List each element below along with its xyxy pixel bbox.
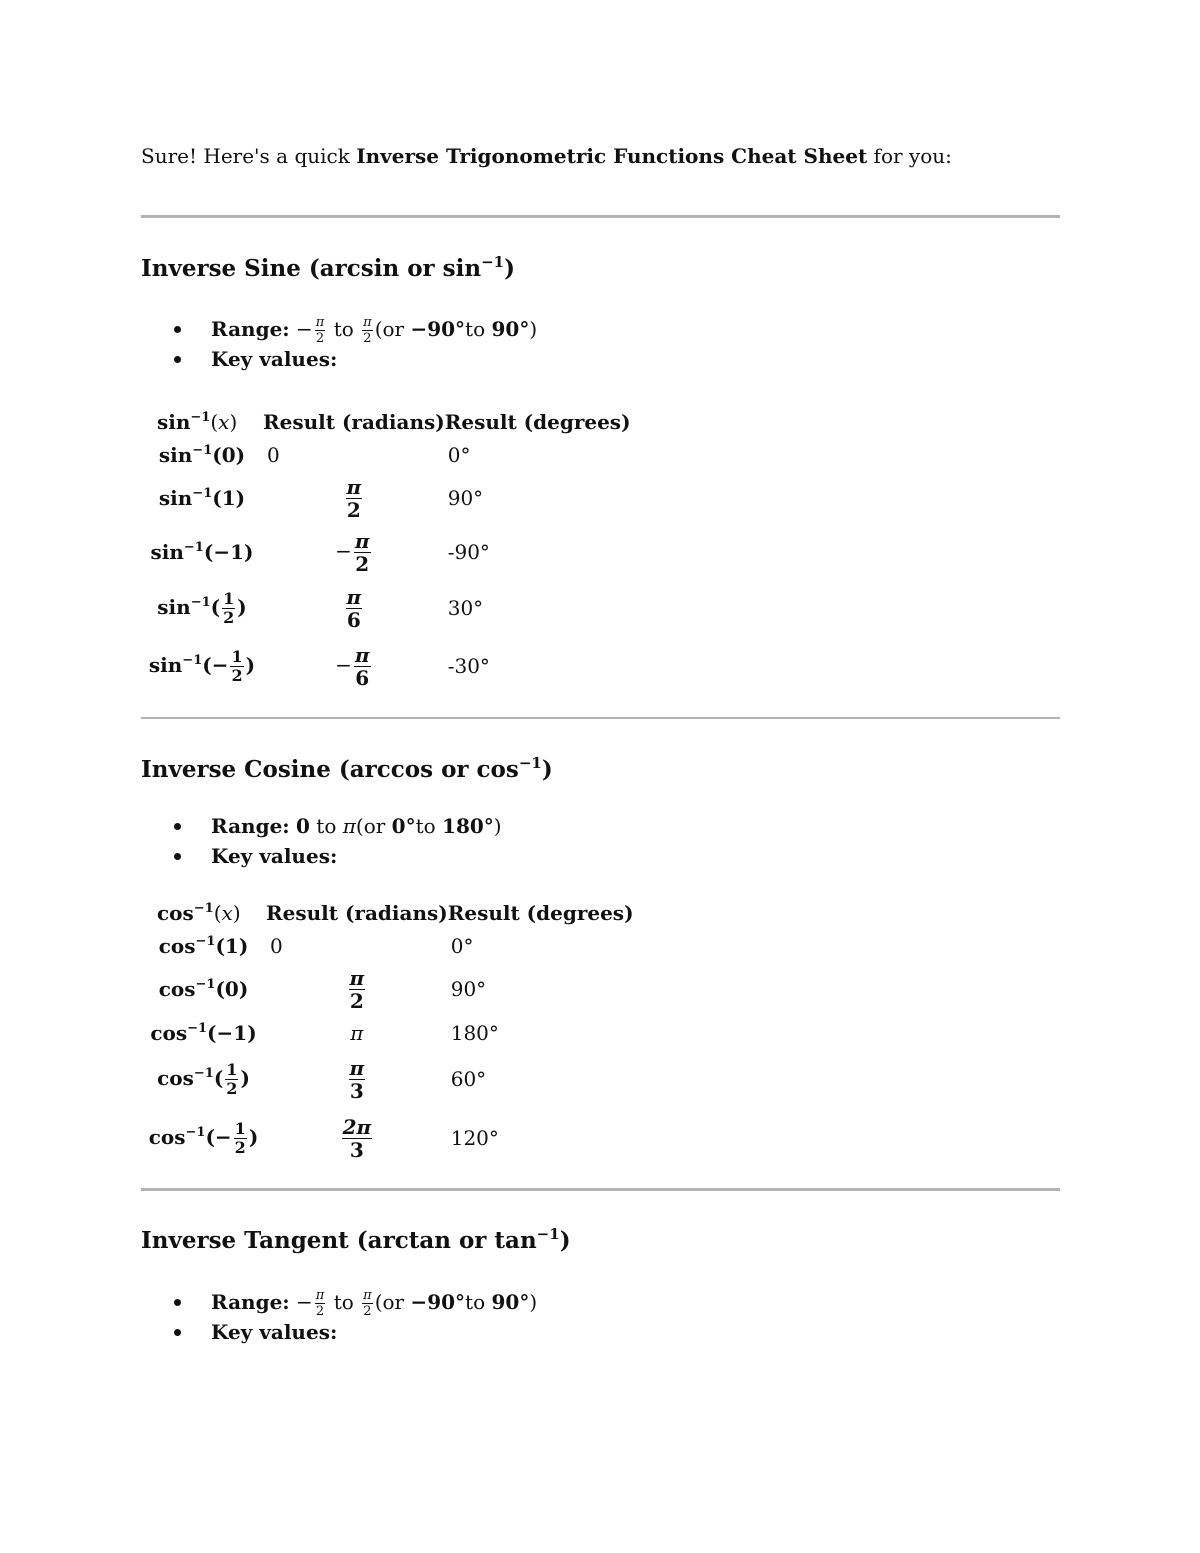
paren: ( bbox=[213, 901, 222, 925]
table-header-cell: Result (radians) bbox=[266, 901, 448, 925]
to-text: to bbox=[465, 1290, 492, 1314]
paren: ) bbox=[237, 594, 247, 619]
fraction bbox=[346, 474, 363, 522]
fraction bbox=[354, 528, 371, 576]
intro-text-before: Sure! Here's a quick bbox=[141, 144, 357, 168]
fraction-numerator: π bbox=[354, 642, 370, 667]
degree-value: −90° bbox=[410, 1290, 466, 1314]
tangent-bullets bbox=[141, 1287, 537, 1347]
fn-name: cos bbox=[158, 934, 196, 958]
table-header-cell bbox=[141, 405, 263, 439]
close-paren: ) bbox=[529, 1290, 538, 1314]
close-paren: ) bbox=[529, 317, 538, 341]
heading-text: Inverse Cosine (arccos or cos bbox=[141, 756, 519, 783]
fraction bbox=[362, 316, 373, 345]
arg: −1 bbox=[216, 1021, 248, 1045]
table-cell bbox=[141, 1108, 266, 1168]
fn-name: cos bbox=[148, 1124, 186, 1149]
table-cell bbox=[263, 471, 445, 525]
fraction-numerator: π bbox=[346, 584, 362, 609]
fraction-denominator: 2 bbox=[363, 331, 372, 346]
table-cell: 60° bbox=[450, 1067, 487, 1091]
table-cell: 0 bbox=[267, 443, 280, 467]
inv-sup: −1 bbox=[192, 443, 213, 458]
table-cell: 180° bbox=[450, 1021, 499, 1045]
table-cell: -90° bbox=[447, 540, 490, 564]
key-values-label: Key values: bbox=[211, 347, 338, 371]
tangent-key-values-item bbox=[141, 1317, 537, 1347]
minus-sign: − bbox=[296, 1290, 313, 1314]
fn-name: cos bbox=[158, 977, 196, 1001]
arg: 0 bbox=[221, 443, 236, 467]
fn-name: cos bbox=[157, 1065, 194, 1090]
table-cell: 0° bbox=[447, 443, 471, 467]
fraction-numerator: 1 bbox=[226, 1059, 238, 1079]
arg: −1 bbox=[213, 540, 245, 564]
paren: ) bbox=[229, 410, 238, 434]
to-text: to bbox=[415, 814, 443, 838]
table-header-cell: Result (degrees) bbox=[447, 901, 634, 925]
intro-text-bold: Inverse Trigonometric Functions Cheat Sheet bbox=[356, 144, 868, 168]
sine-bullets bbox=[141, 314, 537, 374]
arg: 1 bbox=[224, 934, 239, 958]
table-row bbox=[141, 439, 631, 471]
inv-sup: −1 bbox=[182, 652, 203, 668]
fn-name: sin bbox=[157, 410, 191, 434]
paren: ( bbox=[210, 594, 221, 619]
fraction bbox=[225, 1059, 238, 1098]
heading-text: Inverse Sine (arcsin or sin bbox=[141, 255, 482, 282]
cosine-range-item bbox=[141, 811, 502, 841]
inv-sup: −1 bbox=[195, 977, 216, 992]
table-row bbox=[141, 930, 634, 962]
table-cell bbox=[141, 930, 266, 962]
table-row bbox=[141, 962, 634, 1016]
paren: ) bbox=[244, 540, 254, 564]
table-row bbox=[141, 1108, 634, 1168]
inv-sup: −1 bbox=[185, 1124, 206, 1140]
paren: ( bbox=[212, 486, 222, 510]
fraction-numerator: π bbox=[315, 315, 325, 330]
paren: ) bbox=[247, 1021, 257, 1045]
fraction bbox=[346, 584, 363, 632]
fraction-numerator: 1 bbox=[231, 646, 243, 666]
range-start: 0 bbox=[296, 814, 310, 838]
fraction bbox=[349, 965, 366, 1013]
fn-name: cos bbox=[157, 901, 194, 925]
minus-sign: − bbox=[335, 538, 352, 563]
table-row bbox=[141, 1050, 634, 1108]
fraction bbox=[222, 588, 235, 627]
fraction-denominator: 2 bbox=[355, 551, 370, 576]
inv-sup: −1 bbox=[183, 540, 204, 555]
tangent-range-item bbox=[141, 1287, 537, 1317]
fraction-numerator: π bbox=[363, 1288, 372, 1303]
degree-value: 0° bbox=[391, 814, 416, 838]
heading-close: ) bbox=[504, 255, 515, 282]
bullet-icon bbox=[174, 823, 181, 830]
divider bbox=[141, 1188, 1060, 1191]
cosine-key-values-table bbox=[141, 896, 634, 1168]
fraction bbox=[342, 1114, 373, 1162]
paren: ) bbox=[235, 486, 246, 510]
table-cell: 90° bbox=[447, 486, 484, 510]
inv-sup: −1 bbox=[192, 486, 213, 501]
key-values-label: Key values: bbox=[211, 844, 338, 868]
fraction-numerator: 1 bbox=[234, 1118, 246, 1138]
fraction bbox=[349, 1055, 366, 1103]
minus-sign: − bbox=[335, 652, 352, 677]
fraction bbox=[315, 316, 326, 345]
paren: ( bbox=[203, 540, 214, 564]
inv-sup: −1 bbox=[190, 410, 211, 425]
fraction-numerator: π bbox=[346, 474, 362, 499]
fraction-numerator: π bbox=[354, 528, 370, 553]
close-paren: ) bbox=[493, 814, 502, 838]
table-header-cell bbox=[141, 896, 266, 930]
bullet-icon bbox=[174, 356, 181, 363]
cosine-key-values-item bbox=[141, 841, 502, 871]
fn-name: sin bbox=[150, 540, 184, 564]
table-cell: 120° bbox=[450, 1126, 499, 1150]
paren: ) bbox=[245, 652, 256, 677]
table-cell: 0 bbox=[270, 934, 283, 958]
paren: ) bbox=[240, 1065, 250, 1090]
to-text: to bbox=[465, 317, 492, 341]
inv-sup: −1 bbox=[187, 1021, 208, 1036]
arg: 1 bbox=[221, 486, 236, 510]
degree-value: 180° bbox=[442, 814, 494, 838]
table-row bbox=[141, 579, 631, 637]
fraction bbox=[354, 642, 371, 690]
table-cell bbox=[141, 1016, 266, 1050]
table-cell bbox=[266, 1108, 448, 1168]
table-cell bbox=[263, 579, 445, 637]
section-heading-tangent bbox=[141, 1226, 571, 1256]
paren: ( bbox=[212, 443, 222, 467]
section-heading-sine bbox=[141, 254, 515, 284]
degree-value: −90° bbox=[410, 317, 466, 341]
fraction-numerator: π bbox=[315, 1288, 325, 1303]
table-row bbox=[141, 525, 631, 579]
fraction-denominator: 3 bbox=[349, 1078, 364, 1103]
table-row bbox=[141, 1016, 634, 1050]
fraction-denominator: 2 bbox=[223, 607, 235, 627]
minus-sign: − bbox=[214, 1124, 232, 1149]
table-cell bbox=[263, 637, 445, 695]
divider bbox=[141, 215, 1060, 218]
fraction-denominator: 6 bbox=[355, 665, 370, 690]
bullet-icon bbox=[174, 853, 181, 860]
table-header-row bbox=[141, 405, 631, 439]
paren: ) bbox=[248, 1124, 259, 1149]
fraction-denominator: 2 bbox=[315, 331, 325, 346]
table-cell: 0° bbox=[450, 934, 474, 958]
divider bbox=[141, 717, 1060, 719]
paren: ( bbox=[205, 1124, 215, 1149]
fraction bbox=[230, 646, 243, 685]
table-cell bbox=[141, 1050, 266, 1108]
fraction-denominator: 3 bbox=[349, 1137, 364, 1162]
fraction-numerator: π bbox=[363, 315, 372, 330]
fraction bbox=[362, 1289, 373, 1318]
table-cell bbox=[266, 962, 448, 1016]
fraction-denominator: 2 bbox=[226, 1078, 238, 1098]
or-text: (or bbox=[374, 1290, 411, 1314]
heading-sup: −1 bbox=[536, 1225, 560, 1243]
range-label: Range: bbox=[211, 317, 290, 341]
intro-text-after: for you: bbox=[867, 144, 952, 168]
heading-close: ) bbox=[541, 756, 553, 783]
paren: ) bbox=[238, 977, 249, 1001]
inv-sup: −1 bbox=[190, 594, 211, 610]
table-cell bbox=[141, 579, 263, 637]
fn-name: sin bbox=[157, 594, 191, 619]
to-text: to bbox=[327, 1290, 361, 1314]
table-row bbox=[141, 471, 631, 525]
or-text: (or bbox=[355, 814, 392, 838]
table-cell: -30° bbox=[447, 654, 490, 678]
bullet-icon bbox=[174, 326, 181, 333]
var-x: x bbox=[221, 901, 233, 925]
sine-range-item bbox=[141, 314, 537, 344]
heading-sup: −1 bbox=[481, 253, 505, 271]
table-cell bbox=[141, 637, 263, 695]
fn-name: cos bbox=[150, 1021, 188, 1045]
table-header-cell: Result (radians) bbox=[263, 410, 445, 434]
table-cell bbox=[141, 525, 263, 579]
fraction-numerator: 2π bbox=[342, 1114, 372, 1139]
minus-sign: − bbox=[296, 317, 313, 341]
paren: ( bbox=[213, 1065, 224, 1090]
heading-text: Inverse Tangent (arctan or tan bbox=[141, 1227, 537, 1254]
table-row bbox=[141, 637, 631, 695]
paren: ( bbox=[202, 652, 212, 677]
intro-paragraph bbox=[141, 142, 952, 170]
key-values-label: Key values: bbox=[211, 1320, 338, 1344]
paren: ) bbox=[238, 934, 249, 958]
paren: ) bbox=[235, 443, 246, 467]
fraction-numerator: 1 bbox=[223, 588, 235, 608]
cosine-bullets bbox=[141, 811, 502, 871]
paren: ( bbox=[210, 410, 219, 434]
paren: ) bbox=[232, 901, 241, 925]
inv-sup: −1 bbox=[193, 901, 214, 916]
table-header-cell: Result (degrees) bbox=[444, 410, 631, 434]
table-cell: π bbox=[350, 1021, 364, 1045]
sine-key-values-table bbox=[141, 405, 631, 695]
inv-sup: −1 bbox=[195, 934, 216, 949]
bullet-icon bbox=[174, 1299, 181, 1306]
fn-name: sin bbox=[158, 443, 193, 467]
degree-value: 90° bbox=[491, 317, 530, 341]
fraction-denominator: 2 bbox=[234, 1137, 246, 1157]
fraction bbox=[315, 1289, 326, 1318]
pi-symbol: π bbox=[342, 814, 356, 838]
bullet-icon bbox=[174, 1329, 181, 1336]
heading-sup: −1 bbox=[518, 754, 542, 772]
section-heading-cosine bbox=[141, 755, 553, 785]
table-cell: 30° bbox=[447, 596, 484, 620]
inv-sup: −1 bbox=[193, 1065, 214, 1081]
fraction-numerator: π bbox=[349, 1055, 365, 1080]
fraction-denominator: 2 bbox=[231, 665, 243, 685]
paren: ( bbox=[207, 1021, 217, 1045]
fraction-denominator: 2 bbox=[315, 1304, 325, 1319]
fraction bbox=[234, 1118, 247, 1157]
paren: ( bbox=[215, 934, 225, 958]
table-cell bbox=[141, 439, 263, 471]
heading-close: ) bbox=[559, 1227, 571, 1254]
fraction-denominator: 2 bbox=[349, 988, 364, 1013]
table-cell bbox=[266, 1050, 448, 1108]
table-header-row bbox=[141, 896, 634, 930]
arg: 0 bbox=[224, 977, 239, 1001]
var-x: x bbox=[218, 410, 230, 434]
range-label: Range: bbox=[211, 1290, 290, 1314]
fraction-denominator: 2 bbox=[346, 497, 361, 522]
minus-sign: − bbox=[211, 652, 229, 677]
table-cell bbox=[263, 525, 445, 579]
fraction-denominator: 2 bbox=[363, 1304, 372, 1319]
fn-name: sin bbox=[158, 486, 193, 510]
degree-value: 90° bbox=[491, 1290, 530, 1314]
sine-key-values-item bbox=[141, 344, 537, 374]
to-text: to bbox=[309, 814, 343, 838]
paren: ( bbox=[215, 977, 225, 1001]
fraction-numerator: π bbox=[349, 965, 365, 990]
fn-name: sin bbox=[148, 652, 183, 677]
to-text: to bbox=[327, 317, 361, 341]
range-label: Range: bbox=[211, 814, 290, 838]
table-cell bbox=[141, 471, 263, 525]
or-text: (or bbox=[374, 317, 411, 341]
fraction-denominator: 6 bbox=[346, 607, 361, 632]
table-cell: 90° bbox=[450, 977, 487, 1001]
table-cell bbox=[141, 962, 266, 1016]
